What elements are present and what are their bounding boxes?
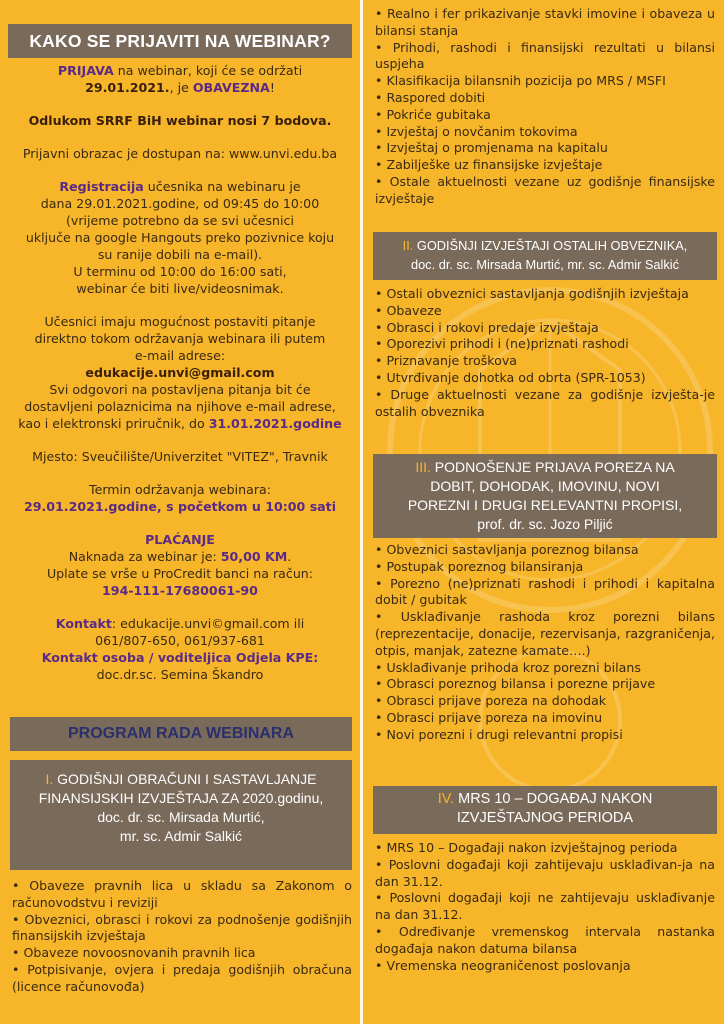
bank-account: 194-111-17680061-90 [102,583,258,598]
info-points: Odlukom SRRF BiH webinar nosi 7 bodova. [28,113,332,128]
list-item: • Potpisivanje, ovjera i predaja godišnjih obračuna (licence računovođa) [12,962,352,996]
list-item: • Utvrđivanje dohotka od obrta (SPR-1053) [375,370,715,387]
list-item: • Realno i fer prikazivanje stavki imovine i obaveza u bilansi stanja [375,6,715,40]
section-4-header: IV. MRS 10 – DOGAĐAJ NAKON IZVJEŠTAJNOG PERIODA [373,786,717,834]
list-item: • Postupak poreznog bilansiranja [375,559,715,576]
list-item: • Druge aktuelnosti vezane za godišnje izvješta-je ostalih obveznika [375,387,715,421]
list-item: • Raspored dobiti [375,90,715,107]
contact-email[interactable]: edukacije.unvi@gmail.com [85,365,275,380]
section-4-list [375,840,715,974]
list-item: • Poslovni događaji koji zahtijevaju usklađivan-ja na dan 31.12. [375,857,715,891]
list-item: • Određivanje vremenskog intervala nastanka događaja nakon datuma bilansa [375,924,715,958]
list-item: • Pokriće gubitaka [375,107,715,124]
list-item: • Ostale aktuelnosti vezane uz godišnje finansijske izvještaje [375,174,715,208]
info-registration-required: PRIJAVA na webinar, koji će se održati 29.01.2021., je OBAVEZNA! [57,63,303,95]
list-item: • Usklađivanje prihoda kroz porezni bilans [375,660,715,677]
registration-header: KAKO SE PRIJAVITI NA WEBINAR? [8,24,352,58]
list-item: • Obrasci poreznog bilansa i porezne prijave [375,676,715,693]
info-questions: Učesnici imaju mogućnost postaviti pitanje direktno tokom održavanja webinara ili putem e-mail adrese: edukacije.unvi@gmail.com Svi odgovori na postavljena pitanja bit će dostavljeni polaznicima na njihove e-mail adrese, kao i elektronski priručnik, do 31.01.2021.godine [18,314,342,431]
column-divider [360,0,363,1024]
info-payment: PLAĆANJE Naknada za webinar je: 50,00 KM. Uplate se vrše u ProCredit banci na račun: 194-111-17680061-90 [46,532,314,598]
section-1-list [12,878,352,996]
section-1-list-continued [375,6,715,208]
list-item: • Ostali obveznici sastavljanja godišnjih izvještaja [375,286,715,303]
list-item: • Novi porezni i drugi relevantni propisi [375,727,715,744]
info-schedule: Termin održavanja webinara: 29.01.2021.godine, s početkom u 10:00 sati [23,482,337,514]
program-header: PROGRAM RADA WEBINARA [10,717,352,751]
list-item: • Izvještaj o promjenama na kapitalu [375,140,715,157]
info-form-link[interactable]: Prijavni obrazac je dostupan na: www.unvi.edu.ba [22,146,338,161]
list-item: • Zabilješke uz finansijske izvještaje [375,157,715,174]
info-contact: Kontakt: edukacije.unvi©gmail.com ili 061/807-650, 061/937-681 Kontakt osoba / voditeljica Odjela KPE: doc.dr.sc. Semina Škandro [41,616,319,682]
list-item: • Usklađivanje rashoda kroz porezni bilans (reprezentacije, donacije, rezervisanja, razgraničenja, otpis, manjak, zatezne kamate….) [375,609,715,659]
list-item: • MRS 10 – Događaji nakon izvještajnog perioda [375,840,715,857]
list-item: • Obrasci prijave poreza na imovinu [375,710,715,727]
list-item: • Priznavanje troškova [375,353,715,370]
section-2-list [375,286,715,420]
section-3-header: III. PODNOŠENJE PRIJAVA POREZA NA DOBIT, DOHODAK, IMOVINU, NOVI POREZNI I DRUGI RELEVANTNI PROPISI, prof. dr. sc. Jozo Piljić [373,454,717,538]
list-item: • Obrasci i rokovi predaje izvještaja [375,320,715,337]
list-item: • Obveznici, obrasci i rokovi za podnošenje godišnjih finansijskih izvještaja [12,912,352,946]
list-item: • Obaveze [375,303,715,320]
list-item: • Klasifikacija bilansnih pozicija po MRS / MSFI [375,73,715,90]
list-item: • Porezno (ne)priznati rashodi i prihodi i kapitalna dobit / gubitak [375,576,715,610]
section-2-header: II. GODIŠNJI IZVJEŠTAJI OSTALIH OBVEZNIKA, doc. dr. sc. Mirsada Murtić, mr. sc. Admir Salkić [373,232,717,280]
list-item: • Izvještaj o novčanim tokovima [375,124,715,141]
registration-info [10,62,350,699]
list-item: • Obaveze novoosnovanih pravnih lica [12,945,352,962]
list-item: • Vremenska neograničenost poslovanja [375,958,715,975]
list-item: • Obveznici sastavljanja poreznog bilansa [375,542,715,559]
info-registration-times: Registracija učesnika na webinaru je dana 29.01.2021.godine, od 09:45 do 10:00 (vrijeme potrebno da se svi učesnici uključe na google Hangouts preko pozivnice koju su ranije dobili na e-mail). U terminu od 10:00 do 16:00 sati, webinar će biti live/videosnimak. [25,179,335,296]
section-1-header: I. GODIŠNJI OBRAČUNI I SASTAVLJANJE FINANSIJSKIH IZVJEŠTAJA ZA 2020.godinu, doc. dr. sc. Mirsada Murtić, mr. sc. Admir Salkić [10,760,352,870]
list-item: • Prihodi, rashodi i finansijski rezultati u bilansi uspjeha [375,40,715,74]
info-location: Mjesto: Sveučilište/Univerzitet "VITEZ", Travnik [32,449,328,464]
list-item: • Oporezivi prihodi i (ne)priznati rashodi [375,336,715,353]
list-item: • Obrasci prijave poreza na dohodak [375,693,715,710]
section-3-list [375,542,715,744]
list-item: • Obaveze pravnih lica u skladu sa Zakonom o računovodstvu i reviziji [12,878,352,912]
list-item: • Poslovni događaji koji ne zahtijevaju usklađivanje na dan 31.12. [375,890,715,924]
